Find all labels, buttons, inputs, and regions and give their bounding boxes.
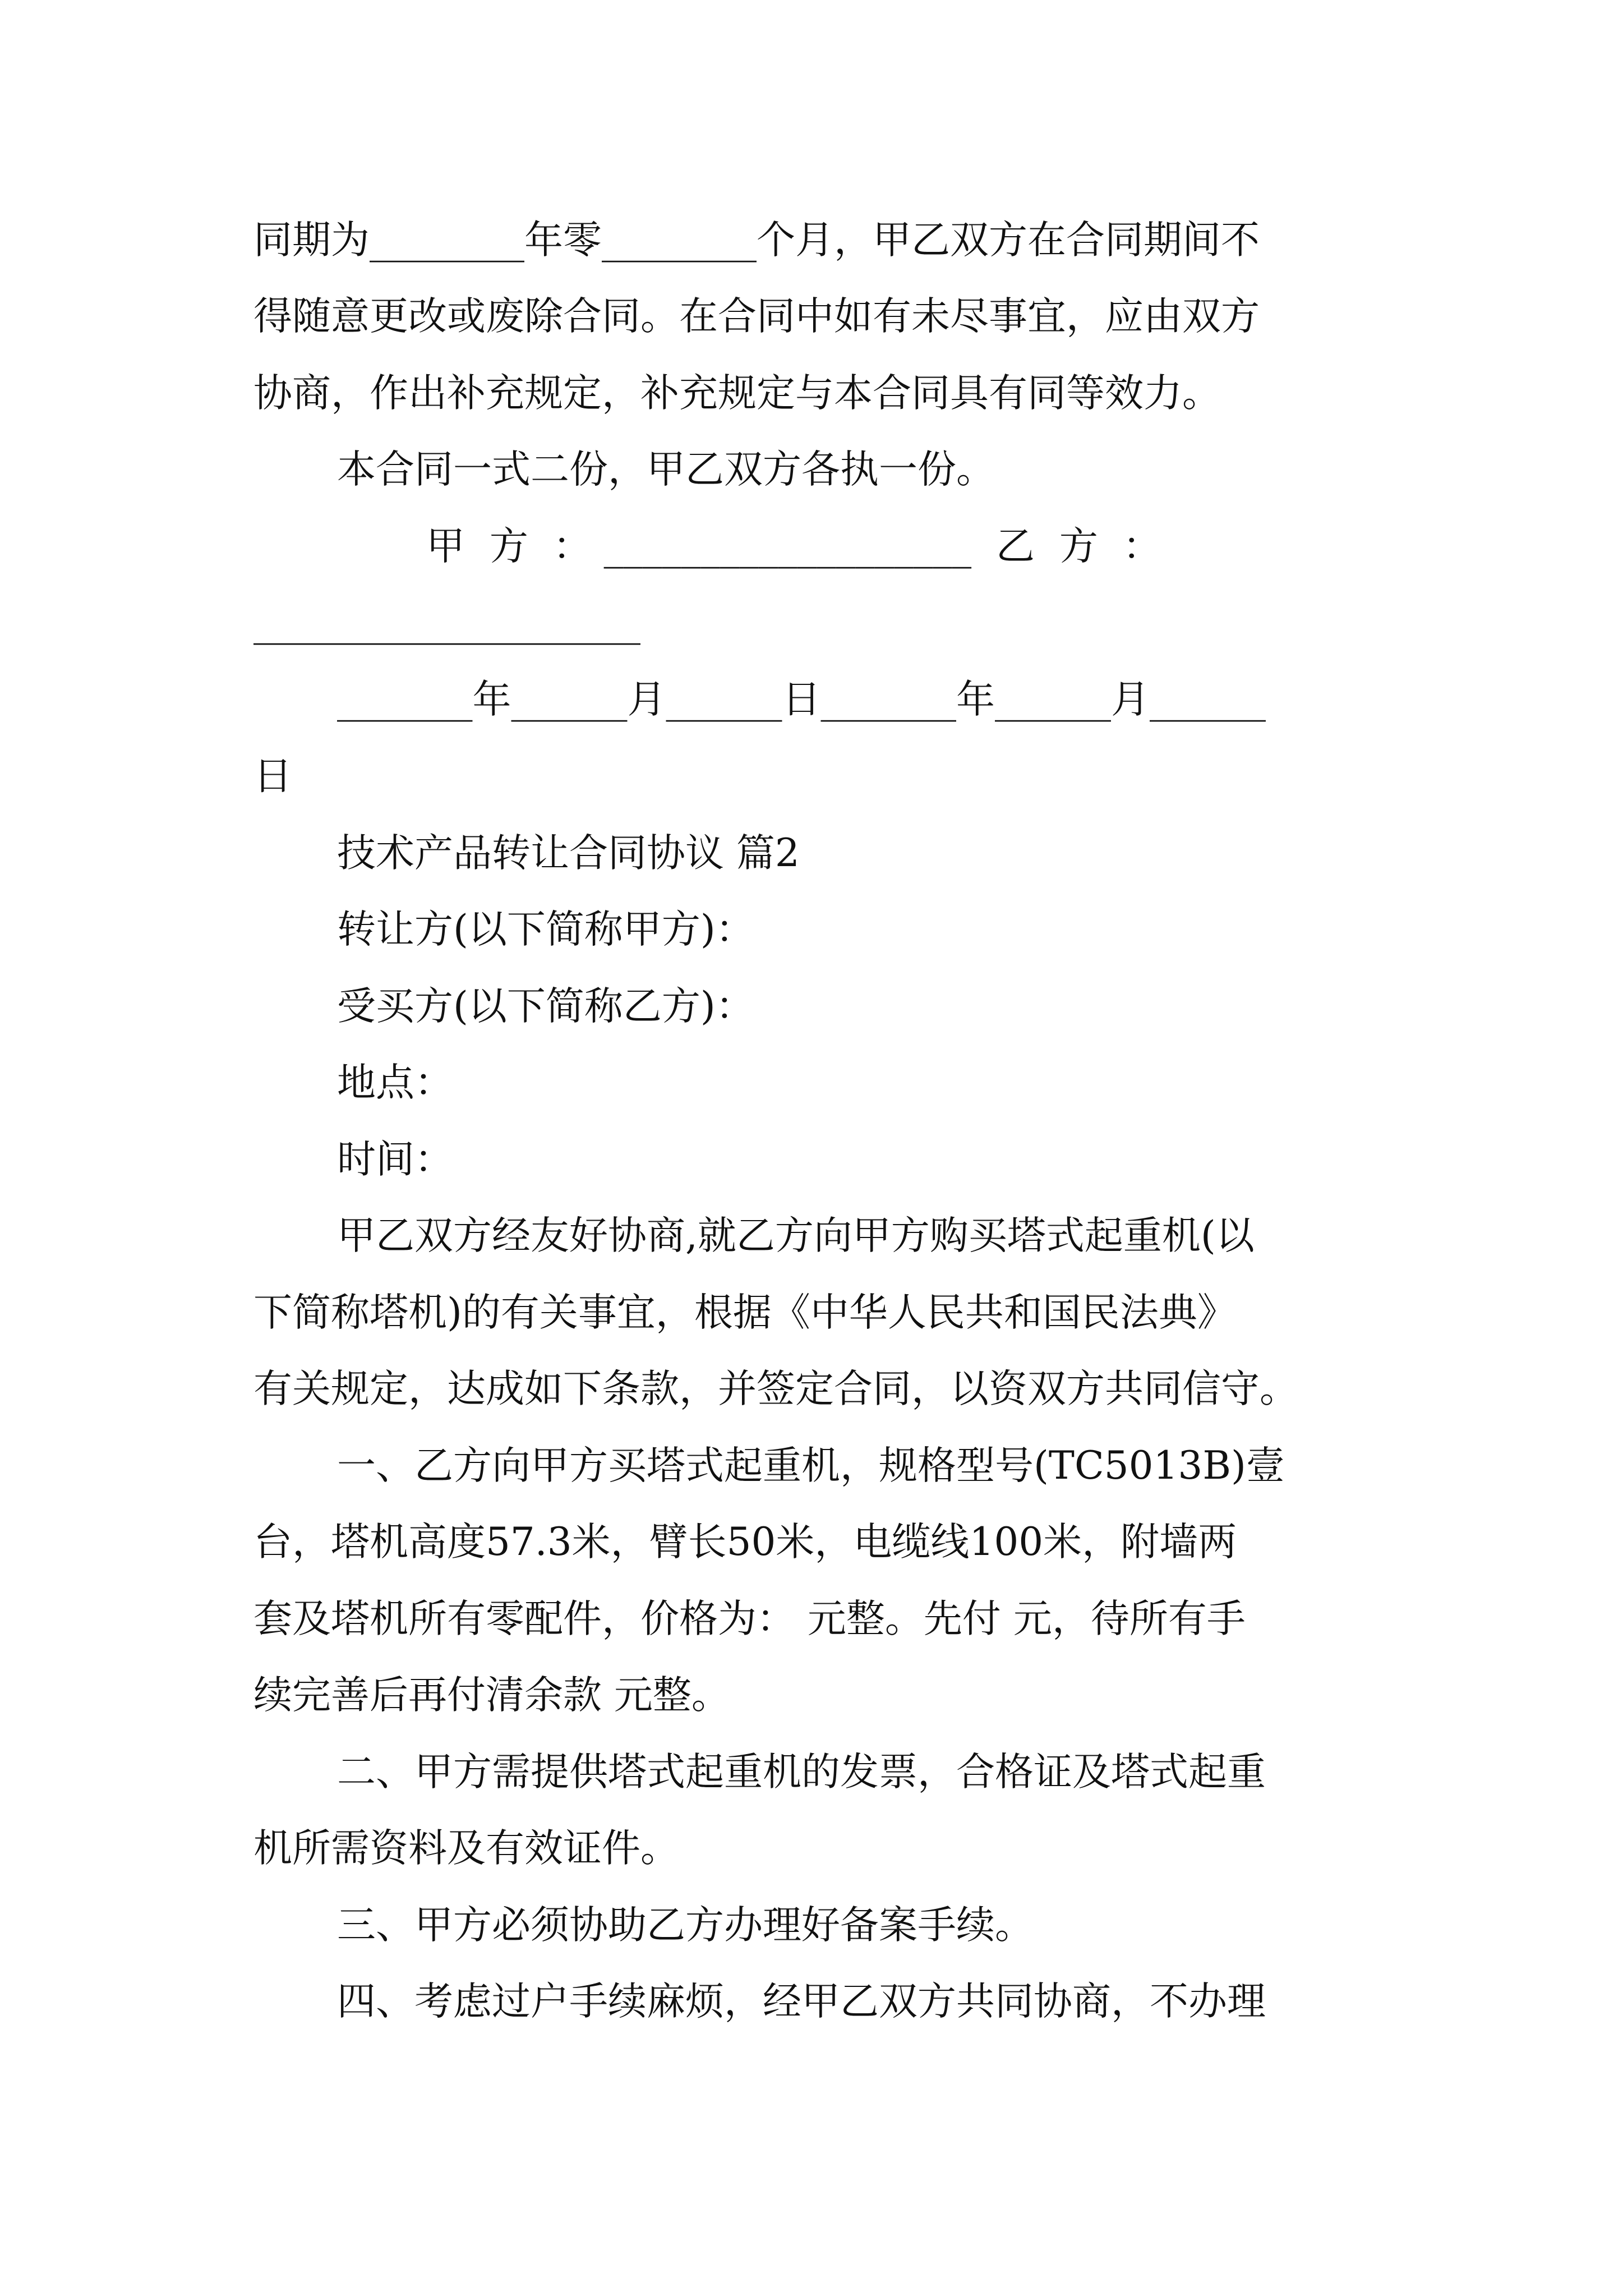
party-a-label: 转让方(以下简称甲方)： xyxy=(337,907,754,952)
body-line: 得随意更改或废除合同。在合同中如有未尽事宜，应由双方 xyxy=(253,294,1260,339)
party-b-label: 受买方(以下简称乙方)： xyxy=(337,984,754,1029)
location-label: 地点： xyxy=(337,1060,453,1105)
clause-line: 一、乙方向甲方买塔式起重机，规格型号(TC5013B)壹 xyxy=(337,1443,1285,1488)
clause-line: 二、甲方需提供塔式起重机的发票，合格证及塔式起重 xyxy=(337,1750,1266,1795)
clause-line: 四、考虑过户手续麻烦，经甲乙双方共同协商，不办理 xyxy=(337,1979,1266,2024)
clause-line: 三、甲方必须协助乙方办理好备案手续。 xyxy=(337,1903,1034,1948)
body-line: 有关规定，达成如下条款，并签定合同，以资双方共同信守。 xyxy=(253,1366,1298,1411)
time-label: 时间： xyxy=(337,1137,453,1182)
section-title: 技术产品转让合同协议 篇2 xyxy=(337,831,800,876)
clause-line: 续完善后再付清余款 元整。 xyxy=(253,1673,730,1718)
body-line: 协商，作出补充规定，补充规定与本合同具有同等效力。 xyxy=(253,371,1221,416)
date-line: _______年______月______日_______年______月______ xyxy=(337,677,1266,722)
body-line: 本合同一式二份，甲乙双方各执一份。 xyxy=(337,447,995,492)
body-line: 甲乙双方经友好协商,就乙方向甲方购买塔式起重机(以 xyxy=(337,1213,1255,1258)
clause-line: 套及塔机所有零配件，价格为： 元整。先付 元，待所有手 xyxy=(253,1596,1246,1641)
signature-underline: ____________________ xyxy=(253,600,640,645)
body-line: 下简称塔机)的有关事宜，根据《中华人民共和国民法典》 xyxy=(253,1290,1236,1335)
clause-line: 机所需资料及有效证件。 xyxy=(253,1826,679,1871)
body-line: 同期为________年零________个月，甲乙双方在合同期间不 xyxy=(253,218,1260,263)
date-line-end: 日 xyxy=(253,754,292,799)
signature-line: 甲 方 ： ___________________ 乙 方 ： xyxy=(426,524,1161,569)
clause-line: 台，塔机高度57.3米，臂长50米，电缆线100米，附墙两 xyxy=(253,1520,1237,1565)
